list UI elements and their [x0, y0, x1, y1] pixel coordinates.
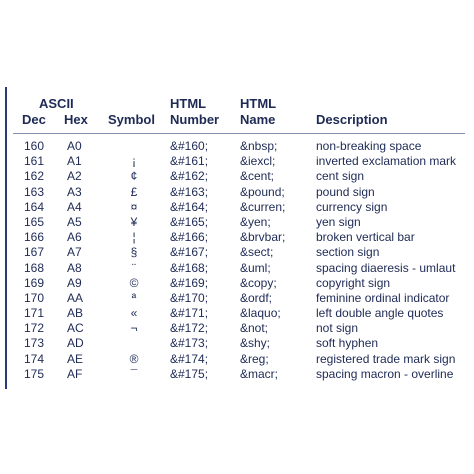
table-row: [0, 245, 474, 260]
cell-html-name: &ordf;: [240, 290, 273, 305]
header-description: Description: [316, 112, 388, 127]
cell-description: section sign: [316, 245, 380, 260]
cell-hex: A6: [67, 230, 82, 245]
table-row: [0, 276, 474, 291]
table-row: [0, 200, 474, 215]
header-dec: Dec: [22, 112, 46, 127]
cell-html-name: &reg;: [240, 351, 269, 366]
header-html-name-line1: HTML: [240, 96, 277, 111]
cell-hex: AD: [67, 336, 84, 351]
cell-html-number: &#166;: [170, 230, 209, 245]
cell-hex: AF: [67, 366, 83, 381]
cell-description: currency sign: [316, 199, 388, 214]
table-row: [0, 291, 474, 306]
cell-html-name: &laquo;: [240, 306, 281, 321]
cell-html-name: &brvbar;: [240, 230, 286, 245]
cell-symbol: ®: [129, 351, 139, 366]
cell-symbol: ¤: [130, 199, 138, 214]
cell-hex: A4: [67, 199, 82, 214]
table-row: [0, 352, 474, 367]
cell-dec: 166: [24, 230, 45, 245]
table-row: [0, 185, 474, 200]
cell-dec: 175: [24, 366, 45, 381]
cell-html-number: &#172;: [170, 321, 209, 336]
cell-html-number: &#167;: [170, 245, 209, 260]
cell-html-number: &#164;: [170, 199, 209, 214]
header-html-name-line2: Name: [240, 112, 276, 127]
header-hex: Hex: [64, 112, 88, 127]
header-html-number-line1: HTML: [170, 96, 207, 111]
cell-description: pound sign: [316, 184, 375, 199]
table-body: [0, 139, 474, 382]
cell-dec: 161: [24, 154, 45, 169]
cell-symbol: ©: [129, 275, 139, 290]
cell-html-number: &#175;: [170, 366, 209, 381]
cell-hex: A7: [67, 245, 82, 260]
cell-hex: A9: [67, 275, 82, 290]
cell-hex: AB: [67, 306, 84, 321]
cell-html-number: &#160;: [170, 139, 209, 153]
cell-html-name: &copy;: [240, 275, 277, 290]
table-row: [0, 154, 474, 169]
cell-description: yen sign: [316, 214, 361, 229]
table-row: [0, 261, 474, 276]
cell-dec: 167: [24, 245, 45, 260]
cell-description: inverted exclamation mark: [316, 154, 457, 169]
cell-hex: AC: [67, 321, 84, 336]
cell-dec: 170: [24, 290, 45, 305]
cell-hex: AE: [67, 351, 84, 366]
cell-symbol: £: [130, 184, 138, 199]
cell-symbol: ¥: [130, 214, 138, 229]
cell-dec: 169: [24, 275, 45, 290]
cell-html-name: &curren;: [240, 199, 286, 214]
cell-symbol: ¦: [132, 230, 136, 245]
cell-html-name: &iexcl;: [240, 154, 276, 169]
table-row: [0, 321, 474, 336]
cell-description: cent sign: [316, 169, 365, 184]
table-row: [0, 367, 474, 382]
cell-dec: 165: [24, 214, 45, 229]
cell-hex: A1: [67, 154, 82, 169]
cell-symbol: ¡: [132, 154, 136, 169]
cell-hex: A0: [67, 139, 82, 153]
cell-hex: A2: [67, 169, 82, 184]
cell-dec: 171: [24, 306, 45, 321]
cell-dec: 163: [24, 184, 45, 199]
cell-html-name: &sect;: [240, 245, 274, 260]
table-row: [0, 215, 474, 230]
cell-html-number: &#170;: [170, 290, 209, 305]
cell-description: spacing diaeresis - umlaut: [316, 260, 456, 275]
cell-symbol: ª: [131, 290, 137, 305]
cell-hex: AA: [67, 290, 84, 305]
cell-html-name: &shy;: [240, 336, 271, 351]
cell-html-name: &not;: [240, 321, 269, 336]
cell-html-number: &#173;: [170, 336, 209, 351]
cell-html-number: &#169;: [170, 275, 209, 290]
cell-symbol: ¢: [130, 169, 138, 184]
cell-html-number: &#163;: [170, 184, 209, 199]
cell-dec: 160: [24, 139, 45, 153]
cell-description: feminine ordinal indicator: [316, 290, 450, 305]
header-html-number-line2: Number: [170, 112, 220, 127]
cell-html-name: &yen;: [240, 214, 271, 229]
cell-html-number: &#162;: [170, 169, 209, 184]
cell-symbol: «: [130, 306, 138, 321]
cell-dec: 168: [24, 260, 45, 275]
cell-description: registered trade mark sign: [316, 351, 456, 366]
cell-description: broken vertical bar: [316, 230, 415, 245]
header-symbol: Symbol: [108, 112, 155, 127]
cell-html-name: &macr;: [240, 366, 279, 381]
table-row: [0, 139, 474, 154]
cell-description: copyright sign: [316, 275, 391, 290]
cell-dec: 172: [24, 321, 45, 336]
cell-html-number: &#174;: [170, 351, 209, 366]
cell-symbol: §: [130, 245, 138, 260]
cell-symbol: ¯: [130, 366, 138, 381]
cell-hex: A3: [67, 184, 82, 199]
cell-description: spacing macron - overline: [316, 366, 454, 381]
cell-description: soft hyphen: [316, 336, 379, 351]
header-ascii: ASCII: [39, 96, 74, 111]
cell-description: not sign: [316, 321, 359, 336]
table-row: [0, 169, 474, 184]
cell-html-name: &cent;: [240, 169, 275, 184]
cell-dec: 162: [24, 169, 45, 184]
cell-html-name: &nbsp;: [240, 139, 278, 153]
header-divider: [13, 133, 465, 134]
table-row: [0, 336, 474, 351]
cell-html-number: &#161;: [170, 154, 209, 169]
cell-dec: 174: [24, 351, 45, 366]
cell-symbol: ¨: [132, 260, 136, 275]
cell-html-name: &pound;: [240, 184, 285, 199]
table-row: [0, 306, 474, 321]
table-row: [0, 230, 474, 245]
cell-html-number: &#171;: [170, 306, 209, 321]
cell-description: left double angle quotes: [316, 306, 444, 321]
cell-html-name: &uml;: [240, 260, 271, 275]
cell-symbol: ¬: [130, 321, 138, 336]
cell-html-number: &#165;: [170, 214, 209, 229]
cell-html-number: &#168;: [170, 260, 209, 275]
cell-description: non-breaking space: [316, 139, 422, 153]
cell-hex: A5: [67, 214, 82, 229]
cell-hex: A8: [67, 260, 82, 275]
cell-dec: 164: [24, 199, 45, 214]
cell-dec: 173: [24, 336, 45, 351]
